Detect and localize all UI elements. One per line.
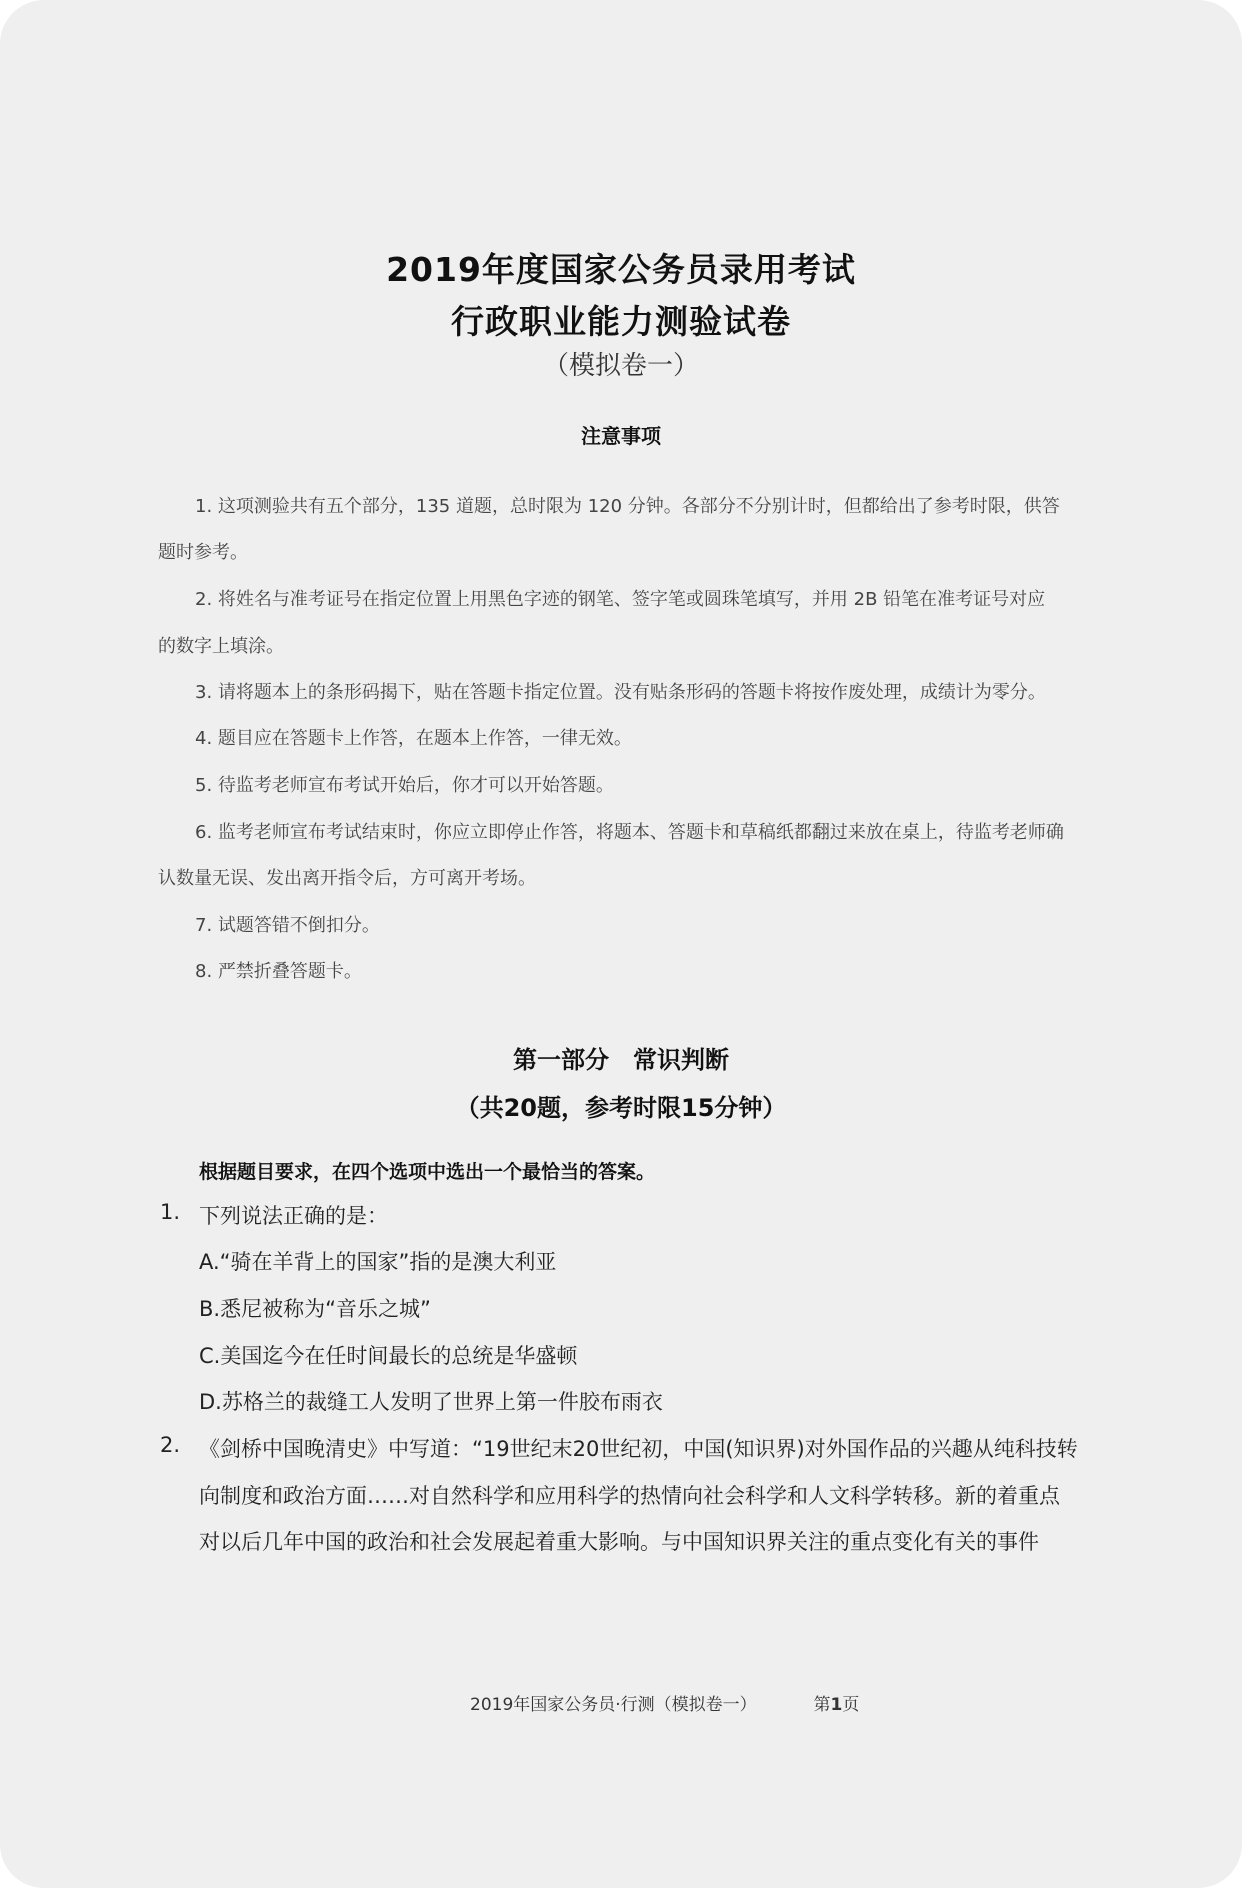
section-heading: 第一部分 常识判断 bbox=[513, 1046, 729, 1074]
footer-page-suffix: 页 bbox=[842, 1695, 860, 1715]
notice-line: 1. 这项测验共有五个部分，135 道题，总时限为 120 分钟。各部分不分别计时，但都给出了参考时限，供答 bbox=[195, 496, 1060, 517]
notice-line: 题时参考。 bbox=[158, 542, 248, 563]
notice-line: 4. 题目应在答题卡上作答，在题本上作答，一律无效。 bbox=[195, 728, 632, 749]
footer-page-number: 1 bbox=[830, 1695, 843, 1715]
question-stem: 下列说法正确的是： bbox=[199, 1204, 388, 1228]
notice-line: 2. 将姓名与准考证号在指定位置上用黑色字迹的钢笔、签字笔或圆珠笔填写，并用 2B 铅笔在准考证号对应 bbox=[195, 589, 1046, 610]
footer-page-prefix: 第 bbox=[813, 1695, 831, 1715]
question-number: 2. bbox=[160, 1433, 181, 1457]
question-number: 1. bbox=[160, 1200, 181, 1224]
question-option: B.悉尼被称为“音乐之城” bbox=[199, 1297, 431, 1321]
page-footer bbox=[470, 1690, 859, 1715]
exam-title-line2: 行政职业能力测验试卷 bbox=[451, 302, 791, 341]
notice-line: 8. 严禁折叠答题卡。 bbox=[195, 961, 362, 982]
section-instruction: 根据题目要求，在四个选项中选出一个最恰当的答案。 bbox=[199, 1161, 656, 1183]
notice-line: 6. 监考老师宣布考试结束时，你应立即停止作答，将题本、答题卡和草稿纸都翻过来放在桌上，待监考老师确 bbox=[195, 822, 1064, 843]
question-stem-line: 向制度和政治方面……对自然科学和应用科学的热情向社会科学和人文科学转移。新的着重点 bbox=[199, 1484, 1060, 1508]
question-stem-line: 《剑桥中国晚清史》中写道：“19世纪末20世纪初，中国(知识界)对外国作品的兴趣从纯科技转 bbox=[199, 1437, 1078, 1461]
footer-doc-title: 2019年国家公务员·行测（模拟卷一） bbox=[470, 1695, 757, 1715]
notice-line: 的数字上填涂。 bbox=[158, 636, 284, 657]
question-option: D.苏格兰的裁缝工人发明了世界上第一件胶布雨衣 bbox=[199, 1390, 663, 1414]
exam-subtitle: （模拟卷一） bbox=[542, 351, 699, 381]
notice-line: 3. 请将题本上的条形码揭下，贴在答题卡指定位置。没有贴条形码的答题卡将按作废处理，成绩计为零分。 bbox=[195, 682, 1046, 703]
section-subheading: （共20题，参考时限15分钟） bbox=[455, 1094, 787, 1122]
notice-line: 5. 待监考老师宣布考试开始后，你才可以开始答题。 bbox=[195, 775, 614, 796]
question-option: C.美国迄今在任时间最长的总统是华盛顿 bbox=[199, 1344, 578, 1368]
notice-heading: 注意事项 bbox=[581, 424, 661, 448]
question-stem-line: 对以后几年中国的政治和社会发展起着重大影响。与中国知识界关注的重点变化有关的事件 bbox=[199, 1530, 1039, 1554]
exam-title-line1: 2019年度国家公务员录用考试 bbox=[386, 250, 856, 289]
question-option: A.“骑在羊背上的国家”指的是澳大利亚 bbox=[199, 1250, 557, 1274]
notice-line: 认数量无误、发出离开指令后，方可离开考场。 bbox=[158, 868, 536, 889]
notice-line: 7. 试题答错不倒扣分。 bbox=[195, 915, 380, 936]
